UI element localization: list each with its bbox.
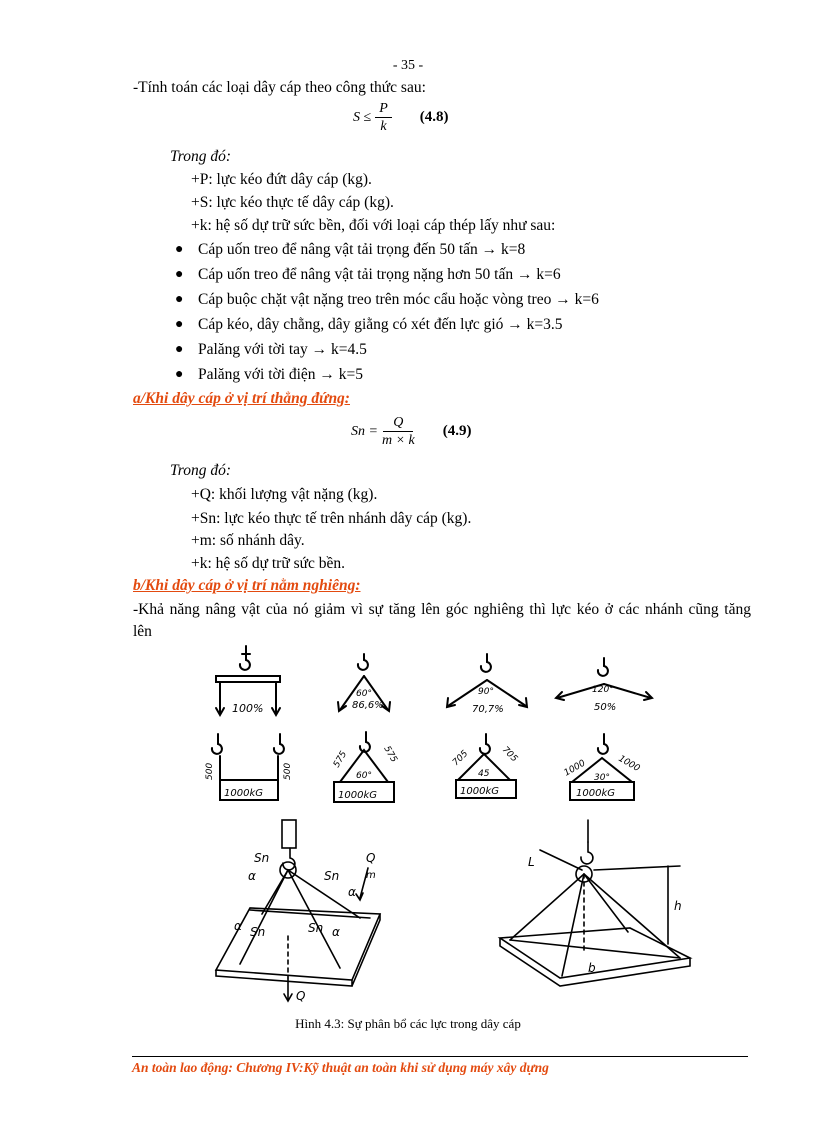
footer-divider (132, 1056, 748, 1057)
force-label: Sn (254, 851, 270, 865)
formula-numerator: Q (383, 414, 413, 432)
where-item: +P: lực kéo đứt dây cáp (kg). (191, 171, 372, 188)
hook-icon (360, 732, 370, 752)
length-label: L (528, 855, 535, 869)
branch-label: 575 (381, 744, 399, 765)
figure-spatial-slings (210, 818, 700, 1008)
branch-label: 1000 (616, 753, 642, 775)
branch-label: 500 (283, 762, 293, 780)
percent-label: 50% (594, 702, 617, 713)
bullet-icon: ● (175, 342, 184, 357)
hook-icon (283, 848, 295, 870)
where-item: +Sn: lực kéo thực tế trên nhánh dây cáp (kg). (191, 510, 472, 527)
hook-icon (598, 658, 608, 676)
figure-caption: Hình 4.3: Sự phân bổ các lực trong dây cáp (295, 1016, 521, 1031)
spreader-bar (216, 676, 280, 682)
hook-icon (212, 734, 222, 754)
bullet-item: Cáp buộc chặt vật nặng treo trên móc cẩu hoặc vòng treo → k=6 (198, 291, 599, 308)
angle-alpha-label: α (248, 869, 256, 883)
bullet-item: Cáp uốn treo để nâng vật tải trọng đến 50 tấn → k=8 (198, 241, 526, 258)
hook-icon (598, 734, 608, 754)
formula-numerator: P (375, 100, 392, 118)
hook-icon (481, 654, 491, 672)
force-label: Q (366, 851, 376, 865)
bullet-icon: ● (175, 242, 184, 257)
hook-icon (274, 734, 284, 754)
branch-label: 500 (205, 762, 215, 780)
bullet-icon: ● (175, 367, 184, 382)
percent-label: 70,7% (472, 704, 504, 715)
equation-number: (4.9) (442, 423, 472, 439)
angle-label: 45 (478, 769, 490, 779)
bullet-icon: ● (175, 267, 184, 282)
bullet-item: Cáp kéo, dây chằng, dây giằng có xét đến lực gió → k=3.5 (198, 316, 563, 333)
paragraph-b-line2: lên (133, 623, 152, 640)
formula-denominator: k (380, 119, 387, 134)
weight-label: 1000kG (338, 790, 377, 801)
formula-fraction (382, 414, 415, 449)
percent-label: 100% (232, 702, 264, 715)
angle-label: 60° (356, 689, 372, 699)
equation-number: (4.8) (419, 109, 449, 125)
weight-label: 1000kG (576, 788, 615, 799)
percent-label: 86,6% (352, 700, 384, 711)
where-item: +k: hệ số dự trữ sức bền, đối với loại cáp thép lấy như sau: (191, 217, 556, 234)
page-number: - 35 - (392, 58, 424, 73)
angle-alpha-label: α (332, 925, 340, 939)
force-label: m (366, 870, 376, 881)
intro-text: -Tính toán các loại dây cáp theo công thức sau: (133, 79, 426, 96)
where-title-2: Trong đó: (170, 462, 232, 479)
hook-icon (358, 654, 368, 670)
angle-label: 30° (594, 773, 610, 783)
branch-label: 575 (331, 749, 350, 770)
bullet-item: Cáp uốn treo để nâng vật tải trọng nặng hơn 50 tấn → k=6 (198, 266, 561, 283)
formula-denominator: m × k (381, 433, 415, 448)
footer-text: An toàn lao động: Chương IV:Kỹ thuật an toàn khi sử dụng máy xây dựng (132, 1060, 549, 1075)
angle-alpha-label: α (348, 885, 356, 899)
formula-4-9 (351, 414, 471, 449)
hook-icon (240, 646, 250, 670)
heading-a: a/Khi dây cáp ở vị trí thẳng đứng: (133, 390, 350, 407)
where-item: +m: số nhánh dây. (191, 532, 305, 549)
hook-icon (480, 734, 490, 754)
bullet-item: Palăng với tời điện → k=5 (198, 366, 364, 383)
heading-b: b/Khi dây cáp ở vị trí nằm nghiêng: (133, 577, 361, 594)
base-label: b (588, 961, 596, 975)
angle-label: 120° (592, 685, 614, 695)
figure-rope-angles (180, 640, 680, 810)
where-item: +Q: khối lượng vật nặng (kg). (191, 486, 378, 503)
height-label: h (674, 899, 682, 913)
formula-lhs: S ≤ (353, 109, 372, 125)
bullet-icon: ● (175, 292, 184, 307)
hook-icon (581, 842, 593, 864)
force-label: Sn (324, 869, 340, 883)
bullet-item: Palăng với tời tay → k=4.5 (198, 341, 367, 358)
formula-lhs: Sn = (351, 423, 378, 439)
branch-label: 1000 (562, 758, 588, 779)
where-title-1: Trong đó: (170, 148, 232, 165)
angle-label: 90° (478, 687, 494, 697)
angle-label: 60° (356, 771, 372, 781)
weight-label: 1000kG (224, 788, 263, 799)
force-label: Q (296, 989, 306, 1003)
angle-alpha-label: α (234, 919, 242, 933)
branch-label: 705 (451, 748, 471, 769)
force-label: Sn (308, 921, 324, 935)
force-label: Sn (250, 925, 266, 939)
where-item: +k: hệ số dự trữ sức bền. (191, 555, 346, 572)
formula-fraction (375, 100, 392, 135)
bullet-icon: ● (175, 317, 184, 332)
where-item: +S: lực kéo thực tế dây cáp (kg). (191, 194, 394, 211)
branch-label: 705 (499, 745, 520, 765)
formula-4-8 (353, 100, 449, 135)
weight-label: 1000kG (460, 786, 499, 797)
paragraph-b-line1: -Khả năng nâng vật của nó giảm vì sự tăng lên góc nghiêng thì lực kéo ở các nhánh cũng tăng (133, 601, 751, 618)
